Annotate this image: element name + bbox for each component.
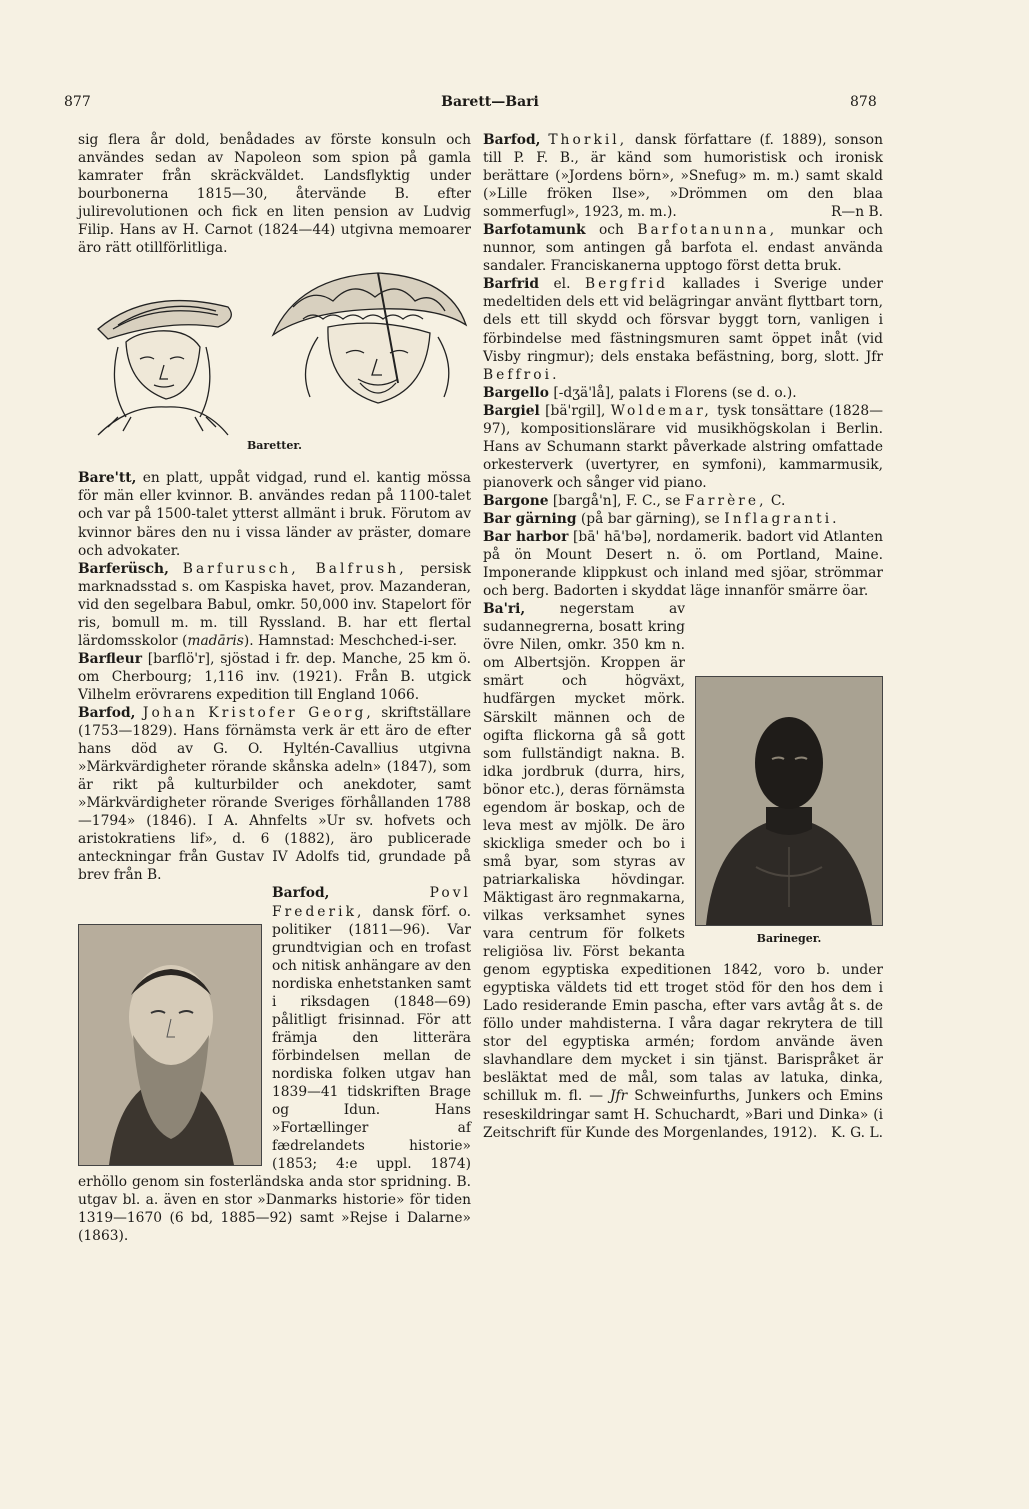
left-column xyxy=(78,131,471,1245)
entry-text: [bā' hā'bə], nordamerik. badort vid Atlanten på ön Mount Desert n. ö. om Portland, Maine. Imponerande klippkust och inland med sjöar, strömmar och berg. Badorten i skyddat läge innanför smärre öar. xyxy=(483,529,883,600)
headword: Bargiel xyxy=(483,402,540,419)
headword: Bargone xyxy=(483,492,549,509)
entry-bar-garning xyxy=(483,510,883,528)
headword: Barfod, xyxy=(483,132,541,148)
cross-reference: Inflagranti. xyxy=(724,510,840,527)
entry-text: skriftställare (1753—1829). Hans förnämsta verk är ett äro de efter hans död av G. O. Hyltén-Cavallius utgivna »Märkvärdigheter rörande skånska adeln» (1847), som är rikt på kulturbilder och anekdoter, samt »Märkvärdigheter rörande Sveriges förhållanden 1788—1794» (1846). I A. Ahnfelts »Ur sv. hofvets och aristokratiens lif», d. 6 (1882), äro publicerade anteckningar från Gustav IV Adolfs tid, grundade på brev från B. xyxy=(78,704,471,884)
entry-bargone xyxy=(483,492,883,510)
figure-caption: Baretter. xyxy=(247,439,302,453)
entry-text: och xyxy=(585,222,638,239)
headword: Barferüsch, xyxy=(78,560,169,577)
author-signature: R—n B. xyxy=(831,204,883,221)
entry-bar-harbor xyxy=(483,528,883,600)
entry-text: tysk tonsättare (1828—97), kompositionslärare vid musikhögskolan i Berlin. Hans av Schumann starkt påverkade alstring omfattade orkesterverk (uvertyrer, en symfoni), kammarmusik, pianoverk och sånger vid piano. xyxy=(483,402,883,491)
entry-text: dansk förf. o. politiker (1811—96). Var grundtvigian och en trofast och nitisk anhängare av den nordiska enhetstanken samt i riksdagen (1848—69) pålitligt frisinnad. För att främja den litterära förbindelsen mellan de nordiska folken utgav han 1839—41 tidskriften Brage og Idun. Hans »Fortællinger af fædrelandets historie» (1853; 4:e uppl. 1874) erhöllo genom sin fosterländska anda stor spridning. B. utgav bl. a. även en stor »Danmarks historie» för tiden 1319—1670 (6 bd, 1885—92) samt »Rejse i Dalarne» (1863). xyxy=(78,903,471,1245)
entry-text: persisk marknadsstad s. om Kaspiska havet, prov. Mazanderan, vid den segelbara Babul, omkr. 50,000 inv. Stapelort för ris, bomull m. m. till Ryssland. B. har ett flertal lärdomsskolor ( xyxy=(78,560,471,649)
entry-bargiel xyxy=(483,402,883,492)
cross-reference: Jfr xyxy=(610,1088,628,1105)
entry-text: en platt, uppåt vidgad, rund el. kantig mössa för män eller kvinnor. B. användes redan på 1100-talet och var på 1500-talet ytterst allmänt i bruk. Förutom av kvinnor bäres den nu i vissa länder av präster, domare och advokater. xyxy=(78,470,471,559)
barineger-figure xyxy=(695,676,883,948)
spaced-name: Povl Frederik, xyxy=(272,885,471,920)
italic-term: madāris xyxy=(187,632,244,649)
barineger-photo xyxy=(695,676,883,926)
entry-text: C. xyxy=(766,492,786,509)
headword: Barfotamunk xyxy=(483,222,586,239)
running-title: Barett—Bari xyxy=(441,94,539,110)
entry-text: [barflö'r], sjöstad i fr. dep. Manche, 25 km ö. om Cherbourg; 1,116 inv. (1921). Från B. utgick Vilhelm erövrarens expedition till England 1066. xyxy=(78,650,471,703)
headword: Barfod, xyxy=(78,704,136,721)
headword: Bare'tt, xyxy=(78,470,137,487)
cross-reference: Beffroi. xyxy=(483,366,560,383)
entry-text: (på bar gärning), se xyxy=(576,510,725,527)
entry-text: ). Hamnstad: Meschched-i-ser. xyxy=(243,632,457,649)
entry-text: munkar och nunnor, som antingen gå barfota el. endast använda sandaler. Franciskanerna upptogo först detta bruk. xyxy=(483,222,883,275)
spaced-name: Thorkil, xyxy=(548,132,628,148)
cross-reference: Farrère, xyxy=(684,492,767,509)
spaced-name: Johan Kristofer Georg, xyxy=(142,704,374,721)
author-signature: K. G. L. xyxy=(831,1124,883,1141)
entry-barfod-thorkil xyxy=(483,131,883,221)
headword: Bar gärning xyxy=(483,510,577,527)
spaced-name: Barfotanunna, xyxy=(637,222,778,239)
headword: Bargello xyxy=(483,384,549,401)
entry-barfod-johan xyxy=(78,704,471,884)
page-number-left: 877 xyxy=(64,94,91,110)
headword: Barfleur xyxy=(78,650,142,667)
spaced-name: Barfurusch, Balfrush, xyxy=(182,560,407,577)
barineger-photo-icon xyxy=(696,677,882,925)
article-continuation: sig flera år dold, benådades av förste konsuln och användes sedan av Napoleon som spion på gamla kamrater från skräckväldet. Landsflyktig under bourbonerna 1815—30, återvände B. efter julirevolutionen och fick en liten pension av Ludvig Filip. Hans av H. Carnot (1824—44) utgivna memoarer äro rätt otillförlitliga. xyxy=(78,132,471,257)
right-column xyxy=(483,131,883,1142)
entry-barferusch xyxy=(78,560,471,650)
entry-barett xyxy=(78,469,471,559)
baretter-illustration-icon xyxy=(78,267,471,437)
entry-barfotamunk xyxy=(483,221,883,275)
headword: Ba'ri, xyxy=(483,601,526,618)
page-number-right: 878 xyxy=(850,94,877,110)
entry-text: dansk författare (f. 1889), sonson till P. F. B., är känd som humoristisk och ironisk berättare (»Jordens börn», »Snefug» m. m.) samt skald (»Lille fröken Ilse», »Drömmen om den blaa sommerfugl», 1923, m. m.). xyxy=(483,132,883,221)
entry-text: [bargå'n], F. C., se xyxy=(548,492,685,509)
entry-barfleur xyxy=(78,650,471,704)
entry-barfrid xyxy=(483,275,883,383)
entry-text: kallades i Sverige under medeltiden dels ett vid belägringar använt flyttbart torn, dels ett till skydd och försvar byggt torn, vanligen i förbindelse med fästningsmuren samt öppet inåt (vid Visby ringmur); dels enstaka befästning, borg, slott. Jfr xyxy=(483,276,883,365)
headword: Bar harbor xyxy=(483,529,569,546)
entry-bargello xyxy=(483,384,883,402)
headword: Barfod, xyxy=(272,885,330,902)
spaced-name: Woldemar, xyxy=(610,402,712,419)
baretter-figure xyxy=(78,267,471,455)
portrait-photo-icon xyxy=(79,925,261,1165)
headword: Barfrid xyxy=(483,276,539,293)
figure-caption: Barineger. xyxy=(756,932,822,946)
entry-text: negerstam av sudannegrerna, bosatt kring övre Nilen, omkr. 350 km n. om Albertsjön. Kroppen är smärt och högväxt, hudfärgen mycket mörk. Särskilt männen och de ogifta flickorna gå så gott som fullständigt nakna. B. idka jordbruk (durra, hirs, bönor etc.), deras förnämsta egendom är boskap, och de leva mest av mjölk. De äro skickliga smeder och bo i små byar, som styras av patriarkaliska hövdingar. Mäktigast äro regnmakarna, vilkas verksamhet synes vara centrum för folkets religiösa liv. Först bekanta genom egyptiska expeditionen 1842, voro b. under egyptiska väldets tid ett troget stöd för den hos dem i Lado residerande Emin pascha, efter vars avtåg åt s. de föllo under mahdisterna. I våra dagar rekrytera de till stor del egyptiska armén; fordom använde även slavhandlare dem mycket i sin tjänst. Barispråket är besläktat med de mål, som talas av latuka, dinka, schilluk m. fl. — xyxy=(483,601,883,1105)
portrait-figure xyxy=(78,924,262,1166)
entry-text: [-dʒä'lå], palats i Florens (se d. o.). xyxy=(548,384,797,401)
entry-text: el. xyxy=(538,276,585,293)
entry-text: [bä'rgil], xyxy=(539,402,611,419)
spaced-name: Bergfrid xyxy=(585,276,668,293)
entry-text: Schweinfurths, Junkers och Emins reseskildringar samt H. Schuchardt, »Bari und Dinka» (i Zeitschrift für Kunde des Morgenlandes, 1912). xyxy=(483,1088,883,1141)
